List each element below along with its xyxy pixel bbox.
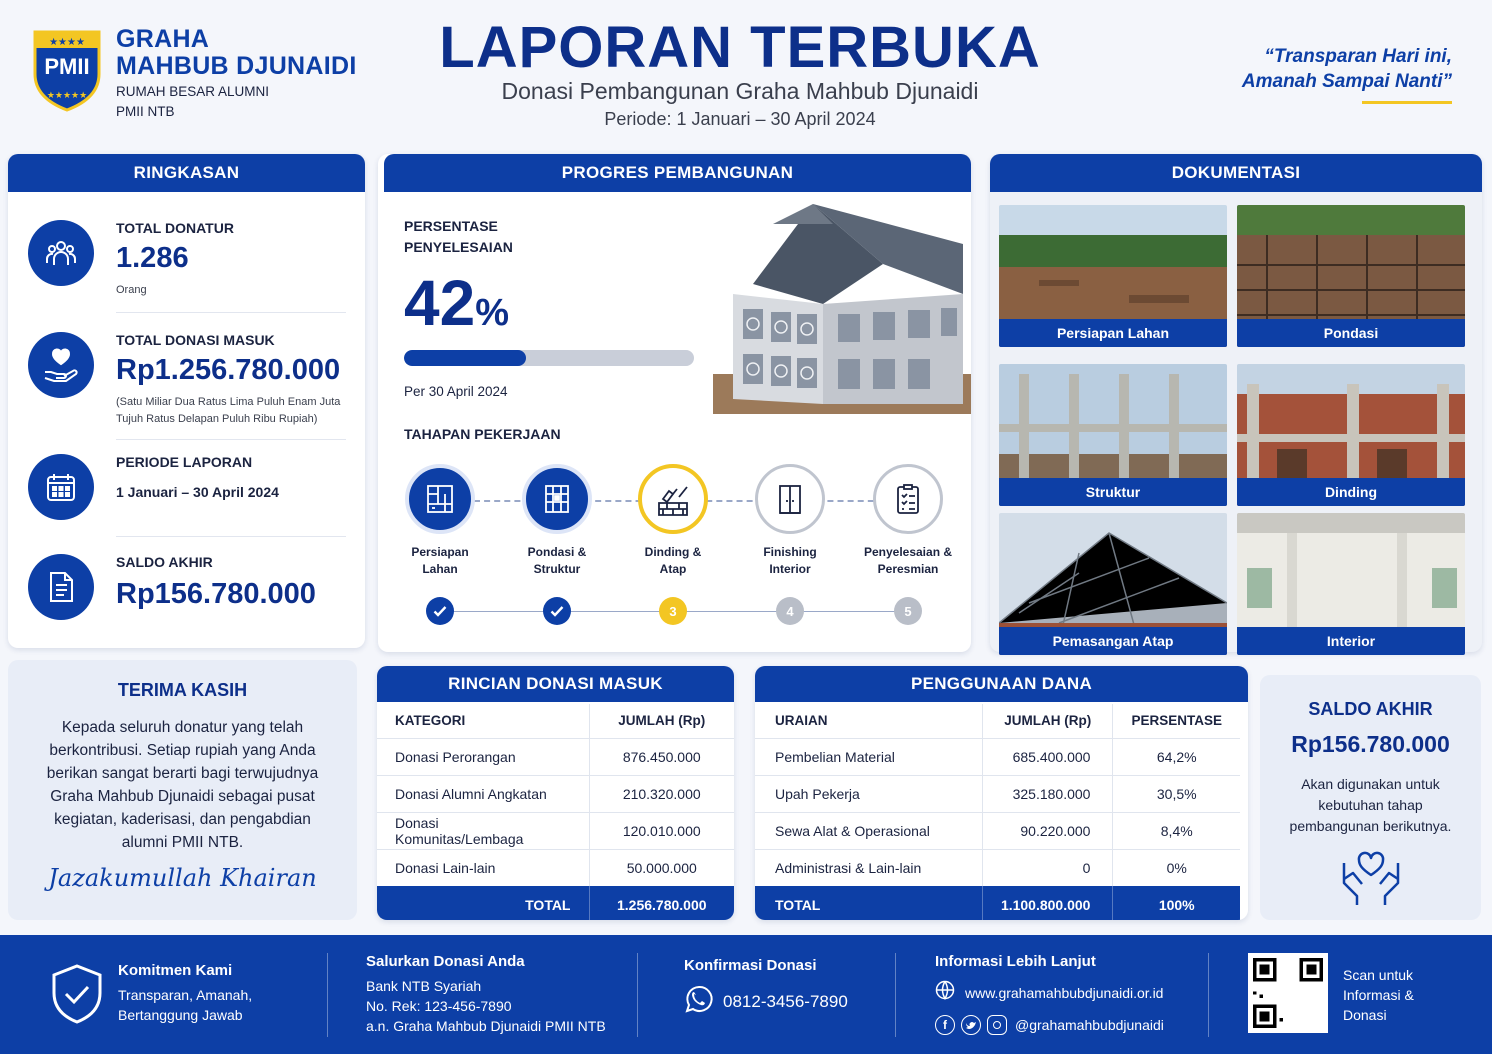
stage-label-line-1: Penyelesaian &	[863, 545, 953, 559]
check-icon	[543, 597, 571, 625]
description-cell: Administrasi & Lain-lain	[755, 849, 982, 886]
stage-5	[853, 464, 963, 578]
stage-3	[618, 464, 728, 578]
progress-bar	[404, 350, 694, 366]
total-donation-label: TOTAL DONASI MASUK	[116, 332, 275, 348]
social-handle[interactable]: @grahamahbubdjunaidi	[1015, 1017, 1164, 1033]
bricks-trowel-icon	[638, 464, 708, 534]
scan-text-2: Informasi &	[1343, 987, 1414, 1003]
stage-label	[502, 544, 612, 578]
instagram-icon[interactable]	[987, 1015, 1007, 1035]
amount-cell: 90.220.000	[982, 812, 1113, 849]
description-cell: Upah Pekerja	[755, 775, 982, 812]
table-row	[755, 738, 1240, 775]
thanks-title: TERIMA KASIH	[117, 680, 248, 700]
stage-label-line-2: Atap	[659, 562, 687, 576]
divider	[116, 439, 346, 440]
brand-line-1: GRAHA	[116, 25, 210, 53]
summary-header: RINGKASAN	[8, 154, 365, 192]
check-icon	[426, 597, 454, 625]
progress-bar-fill	[404, 350, 526, 366]
logo-text: PMII	[44, 54, 90, 79]
structure-icon	[522, 464, 592, 534]
confirmation-phone[interactable]: 0812-3456-7890	[723, 991, 848, 1011]
footer-divider	[1208, 953, 1209, 1037]
table-row	[377, 849, 734, 886]
commitment-text-1: Transparan, Amanah,	[118, 987, 253, 1003]
description-cell: Sewa Alat & Operasional	[755, 812, 982, 849]
category-cell: Donasi Komunitas/Lembaga	[377, 812, 589, 849]
footer-scan	[1343, 965, 1414, 1025]
amount-cell: 50.000.000	[589, 849, 734, 886]
confirmation-title: Konfirmasi Donasi	[684, 957, 817, 974]
documentation-photo[interactable]	[999, 205, 1227, 347]
documentation-photo[interactable]	[999, 513, 1227, 655]
total-value: 1.100.800.000	[982, 886, 1113, 920]
photo-caption: Pondasi	[1237, 319, 1465, 347]
commitment-text-2: Bertanggung Jawab	[118, 1007, 243, 1023]
brand-sub-1: RUMAH BESAR ALUMNI	[116, 84, 270, 99]
table-row	[377, 812, 734, 849]
account-number: No. Rek: 123-456-7890	[366, 998, 512, 1014]
col-category: KATEGORI	[395, 713, 466, 729]
table-row	[377, 775, 734, 812]
brand-block	[116, 26, 357, 122]
completion-label	[404, 216, 513, 258]
final-balance-card	[1260, 675, 1481, 920]
whatsapp-icon	[684, 984, 714, 1019]
table-row	[755, 812, 1240, 849]
stage-label	[853, 544, 963, 578]
documentation-photo[interactable]	[1237, 513, 1465, 655]
photo-caption: Interior	[1237, 627, 1465, 655]
footer-info	[935, 953, 1164, 1035]
donation-detail-card	[377, 666, 734, 920]
donors-unit: Orang	[116, 284, 147, 296]
bank-name: Bank NTB Syariah	[366, 978, 482, 994]
category-cell: Donasi Perorangan	[377, 738, 589, 775]
pmii-logo	[32, 26, 102, 112]
footer-donation-channel	[366, 953, 606, 1036]
total-value: 1.256.780.000	[589, 886, 734, 920]
percent-cell: 0%	[1113, 849, 1240, 886]
period-label: PERIODE LAPORAN	[116, 454, 253, 470]
stage-label-line-2: Peresmian	[877, 562, 939, 576]
quote-line-2: Amanah Sampai Nanti”	[1241, 71, 1452, 92]
website-link[interactable]: www.grahamahbubdjunaidi.or.id	[965, 984, 1164, 1001]
hands-heart-icon	[1338, 849, 1404, 912]
thanks-signature: Jazakumullah Khairan	[48, 864, 317, 892]
category-cell: Donasi Lain-lain	[377, 849, 589, 886]
building-illustration	[713, 204, 971, 414]
balance-label: SALDO AKHIR	[116, 554, 213, 570]
completion-percent	[404, 266, 509, 340]
report-period: Periode: 1 Januari – 30 April 2024	[604, 109, 876, 129]
footer-divider	[327, 953, 328, 1037]
document-icon	[28, 554, 94, 620]
step-number: 3	[659, 597, 687, 625]
fund-usage-card	[755, 666, 1248, 920]
page-title: LAPORAN TERBUKA	[439, 15, 1041, 80]
total-percent: 100%	[1113, 886, 1240, 920]
divider	[116, 312, 346, 313]
step-number: 5	[894, 597, 922, 625]
stage-label	[385, 544, 495, 578]
page-subtitle: Donasi Pembangunan Graha Mahbub Djunaidi	[501, 78, 979, 104]
thanks-body: Kepada seluruh donatur yang telah berkontribusi. Setiap rupiah yang Anda berikan sangat berarti bagi terwujudnya Graha Mahbub Djunaidi sebagai pusat kegiatan, kaderisasi, dan pengabdian alumni PMII NTB.	[46, 719, 319, 851]
total-donation-words: (Satu Miliar Dua Ratus Lima Puluh Enam Juta Tujuh Ratus Delapan Puluh Ribu Rupiah)	[116, 396, 341, 425]
amount-cell: 325.180.000	[982, 775, 1113, 812]
photo-caption: Struktur	[999, 478, 1227, 506]
donation-channel-title: Salurkan Donasi Anda	[366, 953, 525, 970]
stage-1	[385, 464, 495, 578]
documentation-photo[interactable]	[1237, 205, 1465, 347]
stage-label	[735, 544, 845, 578]
total-label: TOTAL	[377, 886, 589, 920]
amount-cell: 210.320.000	[589, 775, 734, 812]
table-row	[377, 738, 734, 775]
donors-label: TOTAL DONATUR	[116, 220, 234, 236]
completion-sign: %	[475, 292, 509, 334]
progress-as-of: Per 30 April 2024	[404, 384, 508, 399]
progress-card	[378, 154, 971, 652]
donation-detail-table	[377, 704, 734, 920]
heart-hand-icon	[28, 332, 94, 398]
completion-value: 42	[404, 267, 476, 339]
commitment-title: Komitmen Kami	[118, 962, 233, 979]
footer-divider	[637, 953, 638, 1037]
stage-label-line-2: Lahan	[422, 562, 458, 576]
stage-label-line-2: Struktur	[533, 562, 581, 576]
donation-detail-header: RINCIAN DONASI MASUK	[377, 666, 734, 702]
amount-cell: 876.450.000	[589, 738, 734, 775]
final-balance-value: Rp156.780.000	[1291, 731, 1450, 757]
footer-commitment	[118, 962, 252, 1025]
percent-cell: 8,4%	[1113, 812, 1240, 849]
brand-sub-2: PMII NTB	[116, 104, 175, 119]
scan-text-3: Donasi	[1343, 1007, 1387, 1023]
stage-label-line-1: Dinding &	[644, 545, 702, 559]
shield-check-icon	[50, 963, 104, 1030]
svg-text:★★★★★: ★★★★★	[46, 91, 88, 101]
quote-line-1: “Transparan Hari ini,	[1264, 46, 1452, 67]
step-number: 4	[776, 597, 804, 625]
stages-title: TAHAPAN PEKERJAAN	[404, 426, 561, 442]
svg-text:★★★★: ★★★★	[49, 37, 85, 48]
stage-label-line-1: Persiapan	[411, 545, 469, 559]
col-description: URAIAN	[775, 713, 828, 729]
fund-usage-header: PENGGUNAAN DANA	[755, 666, 1248, 702]
photo-caption: Pemasangan Atap	[999, 627, 1227, 655]
completion-label-2: PENYELESAIAN	[404, 239, 513, 255]
stage-label-line-1: Finishing	[763, 545, 817, 559]
col-percent: PERSENTASE	[1113, 704, 1240, 738]
completion-label-1: PERSENTASE	[404, 218, 498, 234]
footer	[0, 935, 1492, 1054]
total-row	[755, 886, 1240, 920]
percent-cell: 30,5%	[1113, 775, 1240, 812]
info-title: Informasi Lebih Lanjut	[935, 953, 1096, 970]
documentation-photo[interactable]	[1237, 364, 1465, 506]
summary-item-donors	[28, 220, 368, 300]
blueprint-icon	[405, 464, 475, 534]
scan-text-1: Scan untuk	[1343, 967, 1414, 983]
documentation-photo[interactable]	[999, 364, 1227, 506]
stage-label	[618, 544, 728, 578]
donors-value: 1.286	[116, 242, 189, 274]
amount-cell: 685.400.000	[982, 738, 1113, 775]
stage-label-line-2: Interior	[769, 562, 811, 576]
table-row	[755, 775, 1240, 812]
qr-code[interactable]	[1248, 953, 1328, 1033]
total-row	[377, 886, 734, 920]
amount-cell: 0	[982, 849, 1113, 886]
facebook-icon[interactable]: f	[935, 1015, 955, 1035]
progress-header: PROGRES PEMBANGUNAN	[384, 154, 971, 192]
stage-4	[735, 464, 845, 578]
final-balance-title: SALDO AKHIR	[1308, 699, 1433, 719]
calendar-icon	[28, 454, 94, 520]
brand-line-2: MAHBUB DJUNAIDI	[116, 52, 357, 80]
documentation-card	[990, 154, 1482, 652]
documentation-header: DOKUMENTASI	[990, 154, 1482, 192]
description-cell: Pembelian Material	[755, 738, 982, 775]
photo-caption: Dinding	[1237, 478, 1465, 506]
category-cell: Donasi Alumni Angkatan	[377, 775, 589, 812]
divider	[116, 536, 346, 537]
stage-label-line-1: Pondasi &	[527, 545, 587, 559]
thanks-card	[8, 660, 357, 920]
checklist-icon	[873, 464, 943, 534]
tagline-quote	[1242, 44, 1452, 94]
table-row	[755, 849, 1240, 886]
percent-cell: 64,2%	[1113, 738, 1240, 775]
amount-cell: 120.010.000	[589, 812, 734, 849]
footer-confirmation	[684, 957, 848, 1019]
total-label: TOTAL	[755, 886, 982, 920]
quote-underline	[1362, 101, 1452, 104]
col-amount: JUMLAH (Rp)	[982, 704, 1113, 738]
summary-item-total-donation	[28, 332, 368, 432]
globe-icon	[935, 980, 955, 1005]
final-balance-note: Akan digunakan untuk kebutuhan tahap pembangunan berikutnya.	[1289, 776, 1452, 834]
door-icon	[755, 464, 825, 534]
summary-item-period	[28, 454, 368, 524]
photo-caption: Persiapan Lahan	[999, 319, 1227, 347]
stage-2	[502, 464, 612, 578]
total-donation-value: Rp1.256.780.000	[116, 354, 341, 386]
col-amount: JUMLAH (Rp)	[589, 704, 734, 738]
fund-usage-table	[755, 704, 1240, 920]
period-value: 1 Januari – 30 April 2024	[116, 484, 279, 500]
summary-item-balance	[28, 554, 368, 624]
account-holder: a.n. Graha Mahbub Djunaidi PMII NTB	[366, 1018, 606, 1034]
twitter-icon[interactable]	[961, 1015, 981, 1035]
footer-divider	[895, 953, 896, 1037]
balance-value: Rp156.780.000	[116, 578, 316, 610]
people-icon	[28, 220, 94, 286]
summary-card	[8, 154, 365, 648]
